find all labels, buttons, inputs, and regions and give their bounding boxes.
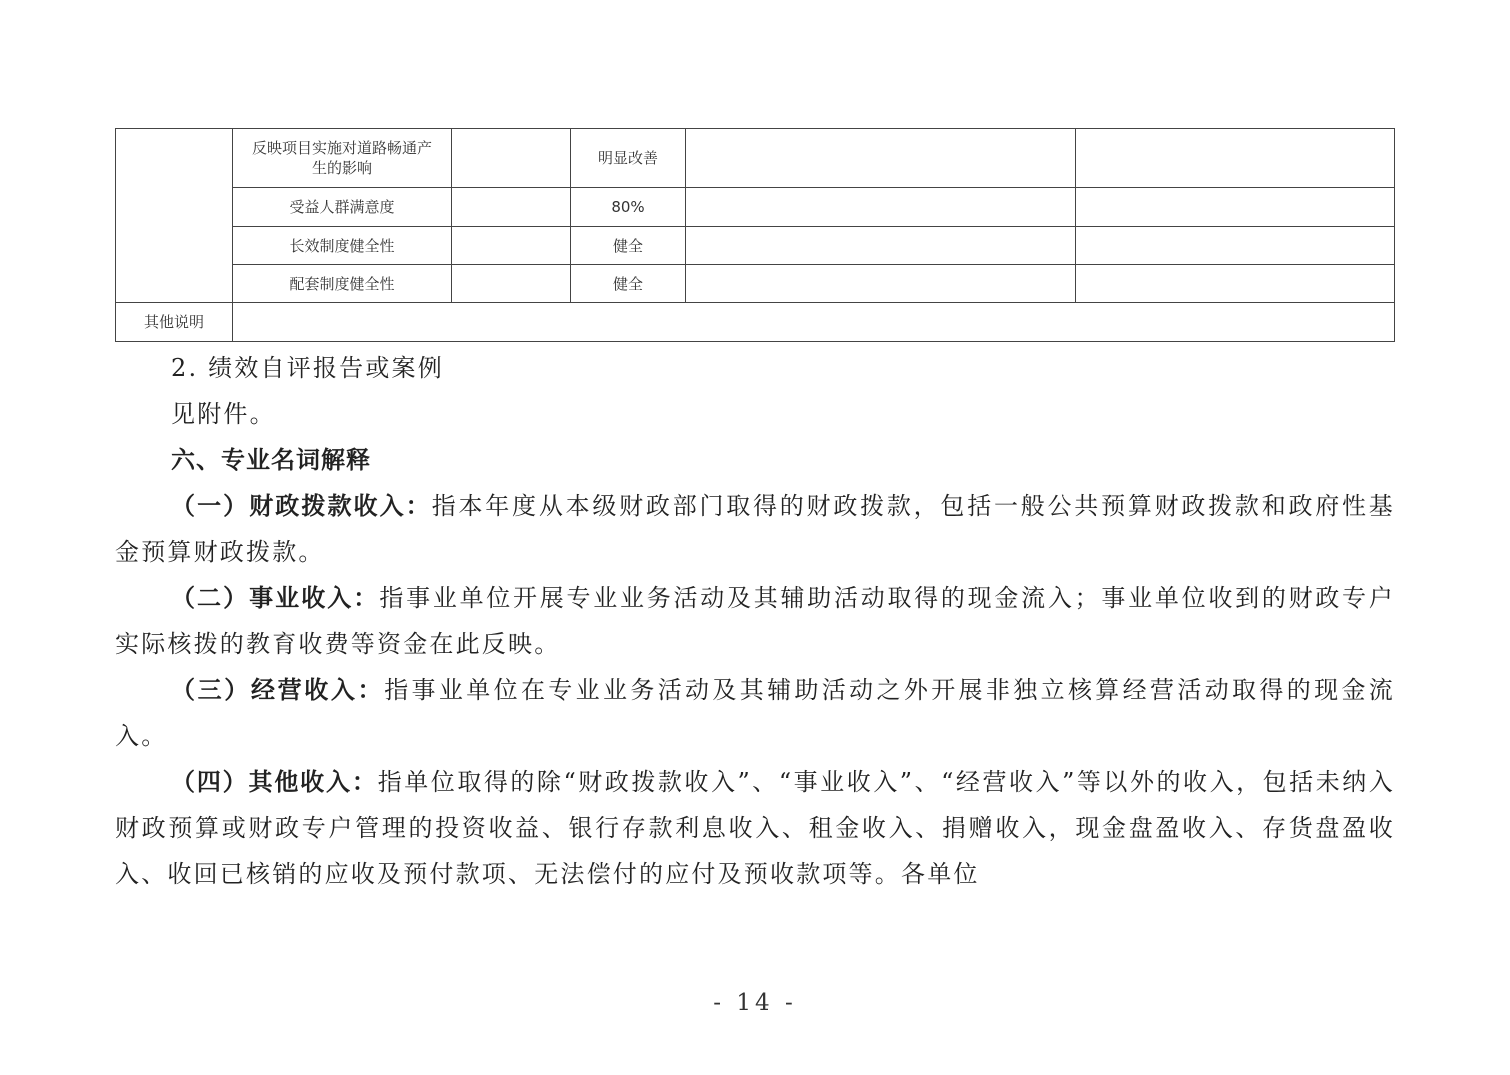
definition-item [115, 483, 1395, 575]
section-2-heading: 2. 绩效自评报告或案例 [171, 354, 444, 382]
definition-text: 指单位取得的除“财政拨款收入”、“事业收入”、“经营收入”等以外的收入，包括未纳入财政预算或财政专户管理的投资收益、银行存款利息收入、租金收入、捐赠收入，现金盘盈收入、存货盘盈收入、收回已核销的应收及预付款项、无法偿付的应付及预收款项等。各单位 [115, 768, 1395, 888]
definition-term: （四）其他收入： [171, 768, 378, 796]
performance-indicator-table [115, 128, 1395, 342]
empty-cell [452, 188, 571, 227]
empty-cell [686, 188, 1076, 227]
other-notes-value [233, 303, 1395, 342]
page-number: - 14 - [713, 990, 797, 1016]
definition-term: （一）财政拨款收入： [171, 492, 432, 520]
indicator-cell: 配套制度健全性 [233, 265, 452, 303]
category-cell [116, 129, 233, 303]
definition-term: （三）经营收入： [171, 676, 385, 704]
definition-term: （二）事业收入： [171, 584, 380, 612]
empty-cell [452, 129, 571, 188]
definition-text: 指事业单位开展专业业务活动及其辅助活动取得的现金流入；事业单位收到的财政专户实际核拨的教育收费等资金在此反映。 [115, 584, 1395, 658]
target-value-cell: 明显改善 [571, 129, 686, 188]
target-value-cell: 80% [571, 188, 686, 227]
other-notes-label: 其他说明 [116, 303, 233, 342]
target-value-cell: 健全 [571, 227, 686, 265]
empty-cell [1076, 265, 1395, 303]
empty-cell [1076, 188, 1395, 227]
table-row [116, 265, 1395, 303]
section-2-text: 见附件。 [171, 400, 276, 428]
empty-cell [686, 227, 1076, 265]
definition-item [115, 667, 1395, 759]
empty-cell [452, 227, 571, 265]
table-row-other [116, 303, 1395, 342]
definition-item [115, 575, 1395, 667]
definition-text: 指事业单位在专业业务活动及其辅助活动之外开展非独立核算经营活动取得的现金流入。 [115, 676, 1395, 750]
table-row [116, 129, 1395, 188]
indicator-cell: 长效制度健全性 [233, 227, 452, 265]
table-row [116, 188, 1395, 227]
definition-item [115, 759, 1395, 897]
empty-cell [452, 265, 571, 303]
empty-cell [686, 265, 1076, 303]
empty-cell [1076, 129, 1395, 188]
indicator-cell: 反映项目实施对道路畅通产生的影响 [233, 129, 452, 188]
indicator-cell: 受益人群满意度 [233, 188, 452, 227]
definition-text: 指本年度从本级财政部门取得的财政拨款，包括一般公共预算财政拨款和政府性基金预算财政拨款。 [115, 492, 1395, 566]
target-value-cell: 健全 [571, 265, 686, 303]
section-6-heading: 六、专业名词解释 [171, 446, 371, 474]
empty-cell [1076, 227, 1395, 265]
table-row [116, 227, 1395, 265]
empty-cell [686, 129, 1076, 188]
